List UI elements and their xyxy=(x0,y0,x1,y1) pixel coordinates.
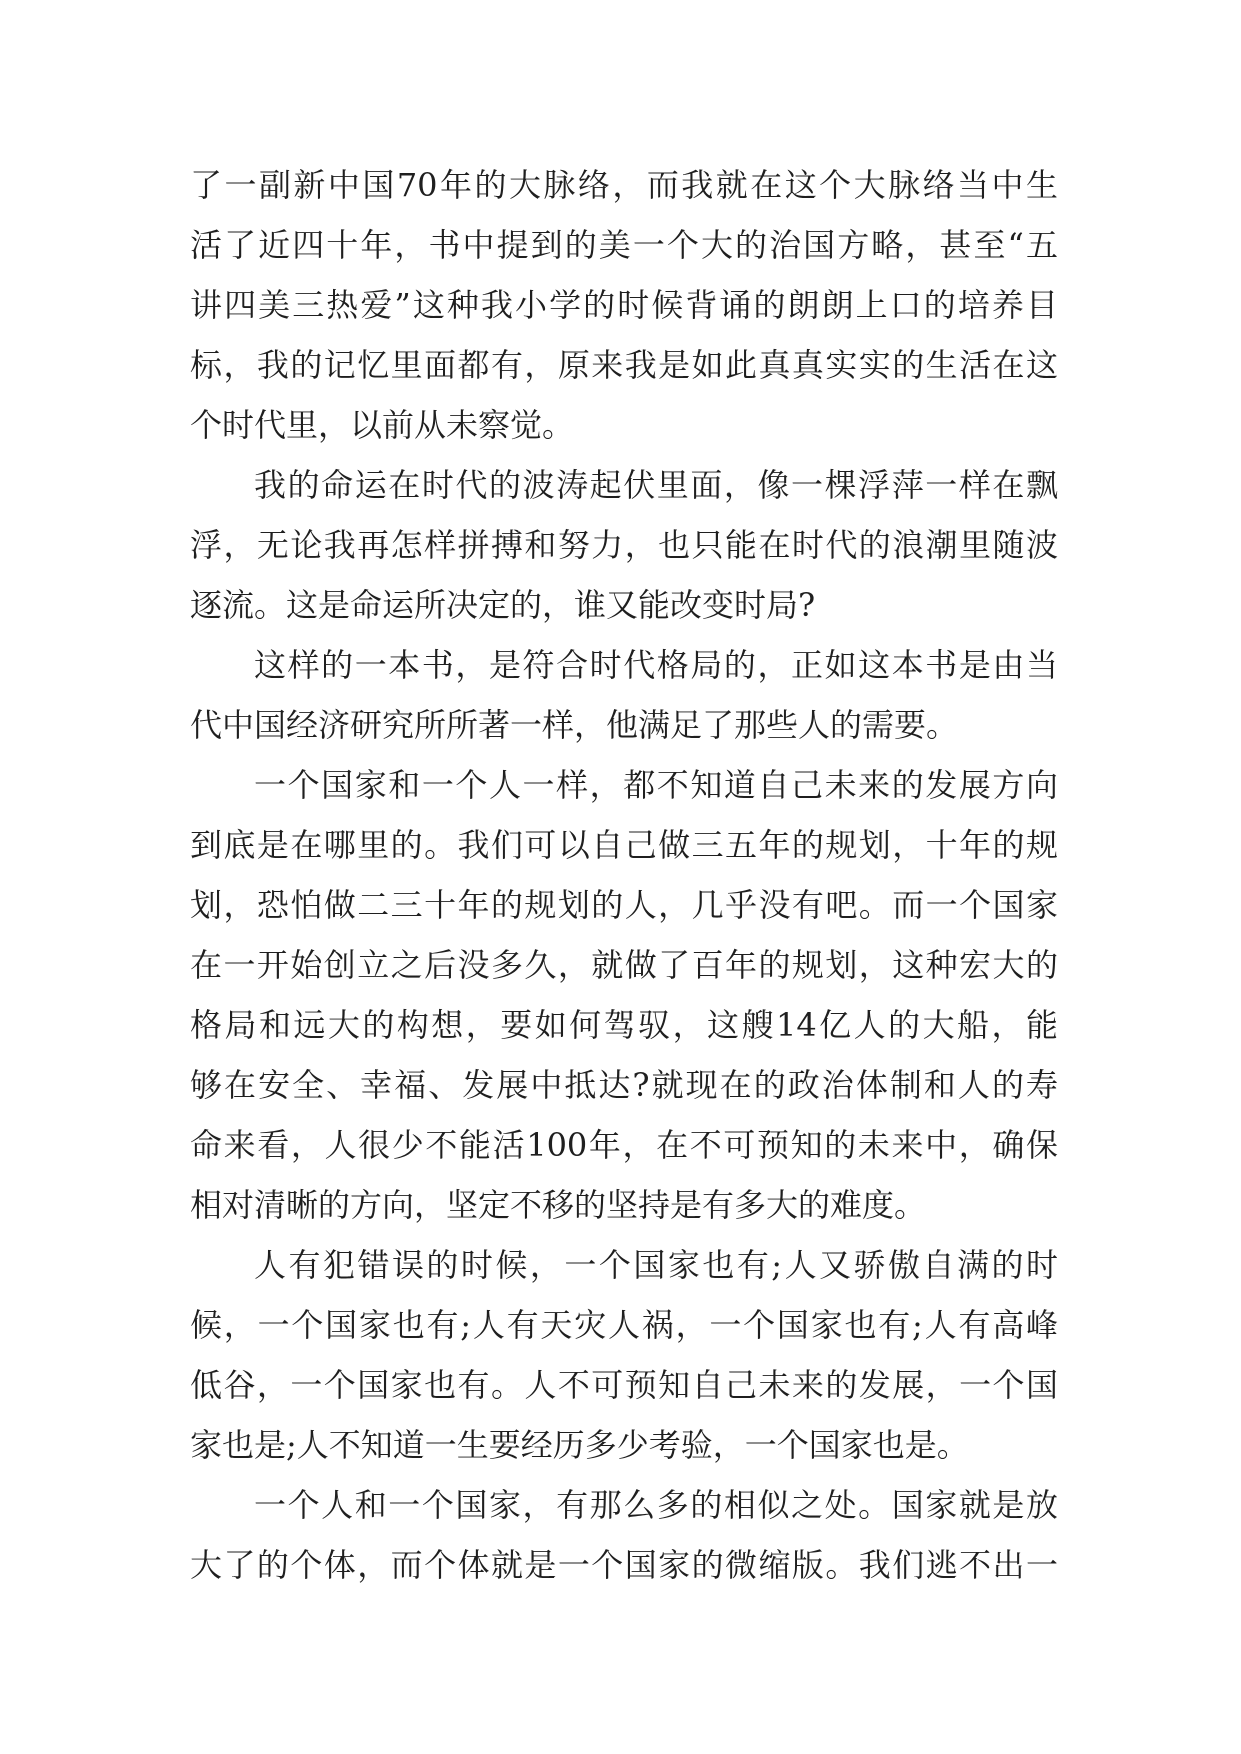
text-line: 大了的个体，而个体就是一个国家的微缩版。我们逃不出一 xyxy=(190,1546,1058,1584)
text-line: 家也是;人不知道一生要经历多少考验，一个国家也是。 xyxy=(190,1426,969,1464)
text-line: 命来看，人很少不能活100年，在不可预知的未来中，确保 xyxy=(190,1126,1058,1164)
text-line: 在一开始创立之后没多久，就做了百年的规划，这种宏大的 xyxy=(190,946,1058,984)
paragraph xyxy=(190,635,1058,755)
text-line: 格局和远大的构想，要如何驾驭，这艘14亿人的大船，能 xyxy=(190,1006,1058,1044)
text-line: 我的命运在时代的波涛起伏里面，像一棵浮萍一样在飘 xyxy=(254,466,1058,504)
text-body xyxy=(190,155,1058,1595)
paragraph xyxy=(190,1235,1058,1475)
text-line: 标，我的记忆里面都有，原来我是如此真真实实的生活在这 xyxy=(190,346,1058,384)
text-line: 一个国家和一个人一样，都不知道自己未来的发展方向 xyxy=(254,766,1058,804)
text-line: 够在安全、幸福、发展中抵达?就现在的政治体制和人的寿 xyxy=(190,1066,1058,1104)
paragraph xyxy=(190,755,1058,1235)
text-line: 相对清晰的方向，坚定不移的坚持是有多大的难度。 xyxy=(190,1186,927,1224)
text-line: 个时代里，以前从未察觉。 xyxy=(190,406,575,444)
text-line: 了一副新中国70年的大脉络，而我就在这个大脉络当中生 xyxy=(190,166,1058,204)
paragraph xyxy=(190,455,1058,635)
paragraph xyxy=(190,1475,1058,1595)
text-line: 逐流。这是命运所决定的，谁又能改变时局? xyxy=(190,586,816,624)
text-line: 浮，无论我再怎样拼搏和努力，也只能在时代的浪潮里随波 xyxy=(190,526,1058,564)
text-line: 讲四美三热爱”这种我小学的时候背诵的朗朗上口的培养目 xyxy=(190,286,1058,324)
text-line: 到底是在哪里的。我们可以自己做三五年的规划，十年的规 xyxy=(190,826,1058,864)
text-line: 活了近四十年，书中提到的美一个大的治国方略，甚至“五 xyxy=(190,226,1058,264)
text-line: 低谷，一个国家也有。人不可预知自己未来的发展，一个国 xyxy=(190,1366,1058,1404)
text-line: 人有犯错误的时候，一个国家也有;人又骄傲自满的时 xyxy=(254,1246,1058,1284)
text-line: 这样的一本书，是符合时代格局的，正如这本书是由当 xyxy=(254,646,1058,684)
paragraph xyxy=(190,155,1058,455)
text-line: 划，恐怕做二三十年的规划的人，几乎没有吧。而一个国家 xyxy=(190,886,1058,924)
text-line: 候，一个国家也有;人有天灾人祸，一个国家也有;人有高峰 xyxy=(190,1306,1058,1344)
text-line: 代中国经济研究所所著一样，他满足了那些人的需要。 xyxy=(190,706,959,744)
text-line: 一个人和一个国家，有那么多的相似之处。国家就是放 xyxy=(254,1486,1058,1524)
